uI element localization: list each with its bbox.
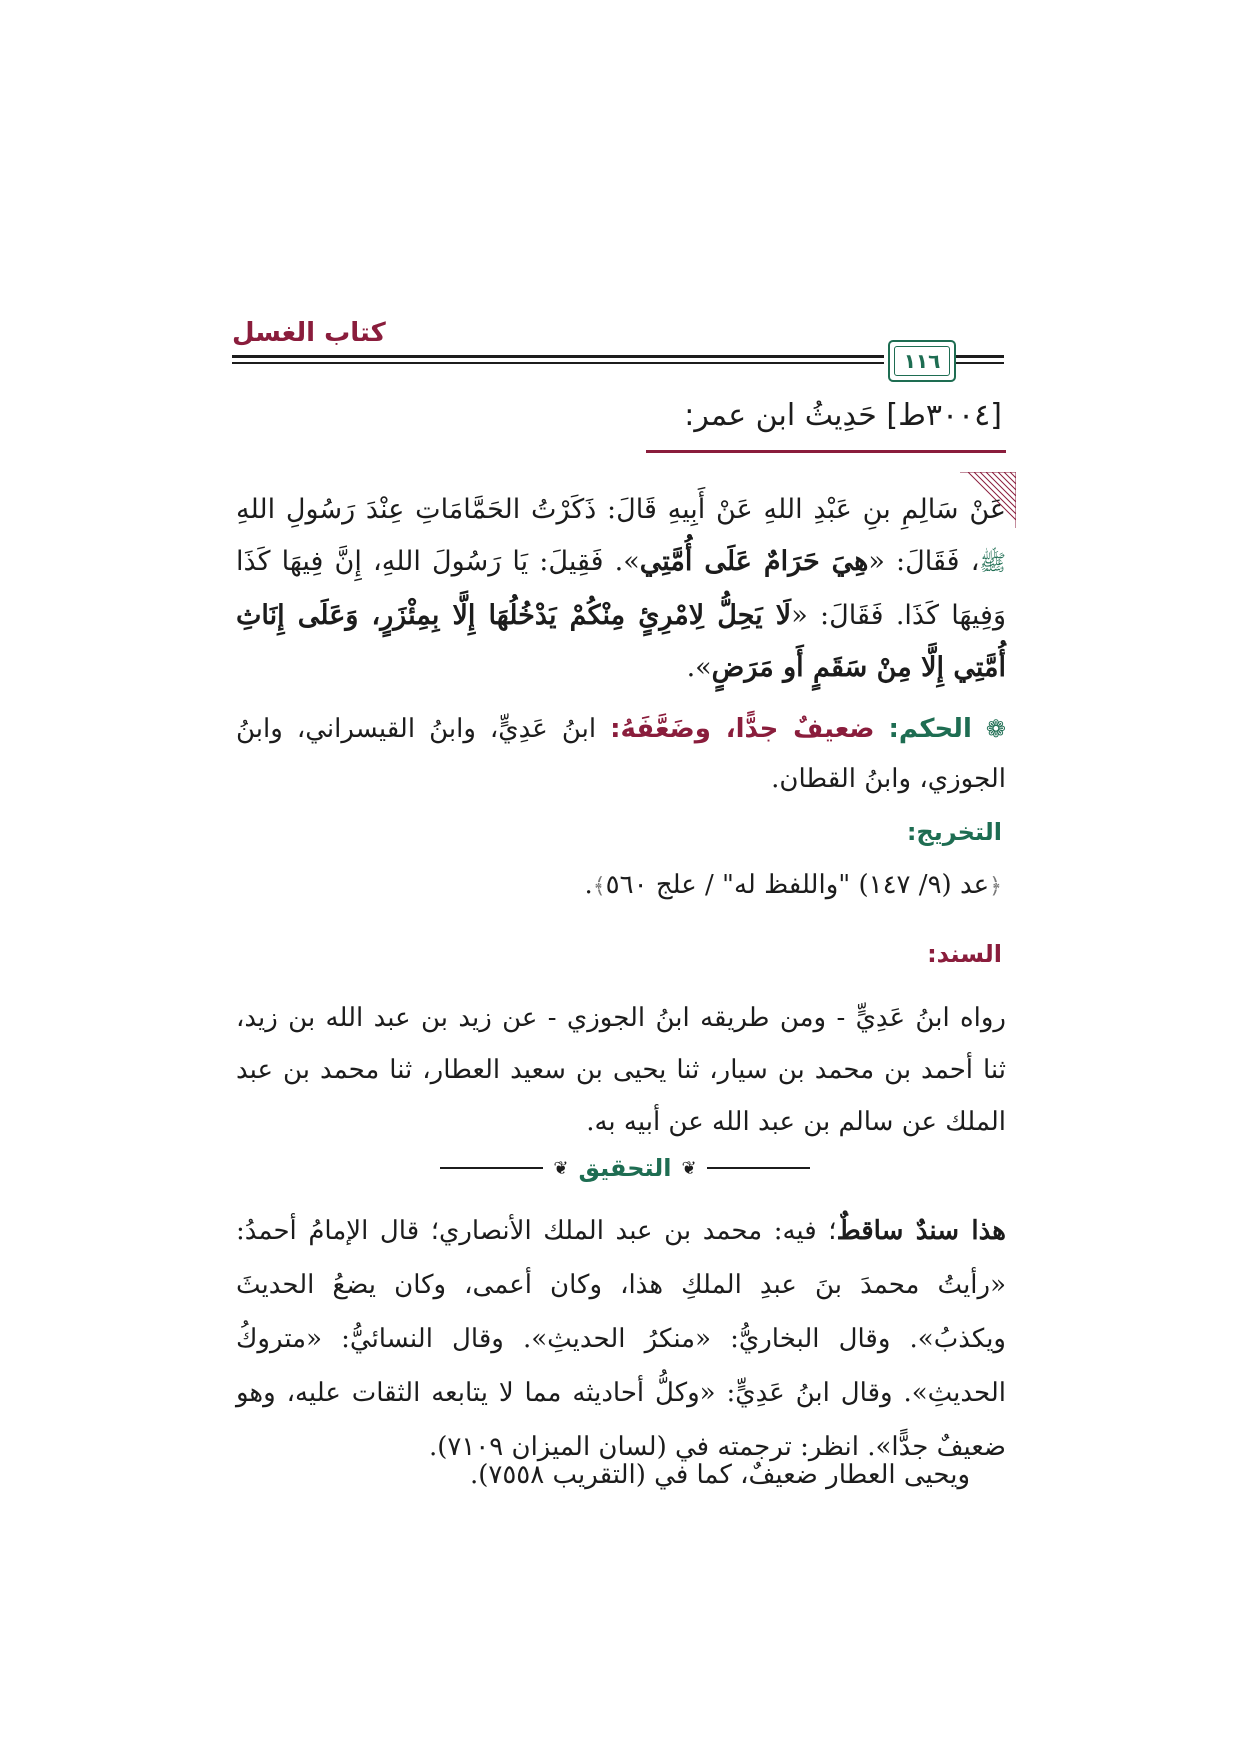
ruling-label: الحكم:: [888, 714, 972, 744]
hadith-title: [684, 398, 1002, 433]
takhrij-line: ﴿عد (٩/ ١٤٧) "واللفظ له" / علج ٥٦٠﴾.: [584, 870, 1002, 900]
prophet-quote: هِيَ حَرَامٌ عَلَى أُمَّتِي: [639, 546, 869, 577]
takhrij-heading: التخريج:: [906, 818, 1002, 846]
ornament-icon: ❦: [553, 1157, 569, 1179]
book-title: كتاب الغسل: [232, 318, 386, 348]
bracket-icon: ﴾: [592, 874, 606, 899]
takhrij-text: عد (٩/ ١٤٧) "واللفظ له" / علج ٥٦٠: [605, 870, 990, 900]
divider-line: [440, 1167, 543, 1169]
ruling-text: ابنُ عَدِيٍّ، وابنُ القيسراني، وابنُ الجوزي، وابنُ القطان.: [236, 714, 1006, 794]
page-number: ١١٦: [903, 349, 941, 373]
hadith-text: عَنْ سَالِمِ بنِ عَبْدِ اللهِ عَنْ أَبِيهِ قَالَ: ذَكَرْتُ الحَمَّامَاتِ عِنْدَ رَسُولِ اللهِ ﷺ، فَقَالَ: «هِيَ حَرَامٌ عَلَى أُمَّتِي». فَقِيلَ: يَا رَسُولَ اللهِ، إِنَّ فِيهَا كَذَا وَفِيهَا كَذَا. فَقَالَ: «لَا يَحِلُّ لِامْرِئٍ مِنْكُمْ يَدْخُلُهَا إِلَّا بِمِئْزَرٍ، وَعَلَى إِنَاثِ أُمَّتِي إِلَّا مِنْ سَقَمٍ أَو مَرَضٍ».: [236, 494, 1006, 683]
divider-line: [707, 1167, 810, 1169]
bracket-icon: ﴿: [989, 874, 1002, 899]
header-rule: [232, 362, 884, 364]
header-rule: [232, 355, 884, 358]
ornament-icon: ❦: [681, 1157, 697, 1179]
header-rule: [956, 362, 1004, 364]
hadith-title-text: حَدِيثُ ابن عمر:: [684, 398, 877, 433]
tahqiq-intro: هذا سندٌ ساقطٌ: [836, 1216, 1006, 1246]
title-underline: [646, 450, 1006, 453]
ruling-verdict: ضعيفٌ جدًّا، وضَعَّفَهُ:: [610, 714, 875, 744]
tahqiq-divider: [440, 1148, 810, 1188]
header-rule: [956, 355, 1004, 358]
flower-icon: ❁: [985, 715, 1006, 743]
tahqiq-text: هذا سندٌ ساقطٌ؛ فيه: محمد بن عبد الملك الأنصاري؛ قال الإمامُ أحمدُ: «رأيتُ محمدَ بنَ عبدِ الملكِ هذا، وكان أعمى، وكان يضعُ الحديثَ ويكذبُ». وقال البخاريُّ: «منكرُ الحديثِ». وقال النسائيُّ: «متروكُ الحديثِ». وقال ابنُ عَدِيٍّ: «وكلُّ أحاديثه مما لا يتابعه الثقات عليه، وهو ضعيفٌ جدًّا». انظر: ترجمته في (لسان الميزان ٧١٠٩).: [236, 1216, 1006, 1462]
page-number-badge: [888, 340, 956, 382]
sanad-heading: السند:: [927, 940, 1002, 968]
tahqiq-last-line: ويحيى العطار ضعيفٌ، كما في (التقريب ٧٥٥٨).: [469, 1460, 970, 1490]
tahqiq-heading: التحقيق: [578, 1154, 672, 1182]
sanad-text: رواه ابنُ عَدِيٍّ - ومن طريقه ابنُ الجوزي - عن زيد بن عبد الله بن زيد، ثنا أحمد بن محمد بن سيار، ثنا يحيى بن سعيد العطار، ثنا محمد بن عبد الملك عن سالم بن عبد الله عن أبيه به.: [236, 1003, 1006, 1137]
salawat-icon: ﷺ: [979, 551, 1006, 576]
hadith-number: [٣٠٠٤ط]: [886, 398, 1002, 433]
prophet-quote: لَا يَحِلُّ لِامْرِئٍ مِنْكُمْ يَدْخُلُهَا إِلَّا بِمِئْزَرٍ، وَعَلَى إِنَاثِ أُمَّتِي إِلَّا مِنْ سَقَمٍ أَو مَرَضٍ: [236, 600, 1006, 683]
ruling: [236, 704, 1006, 804]
